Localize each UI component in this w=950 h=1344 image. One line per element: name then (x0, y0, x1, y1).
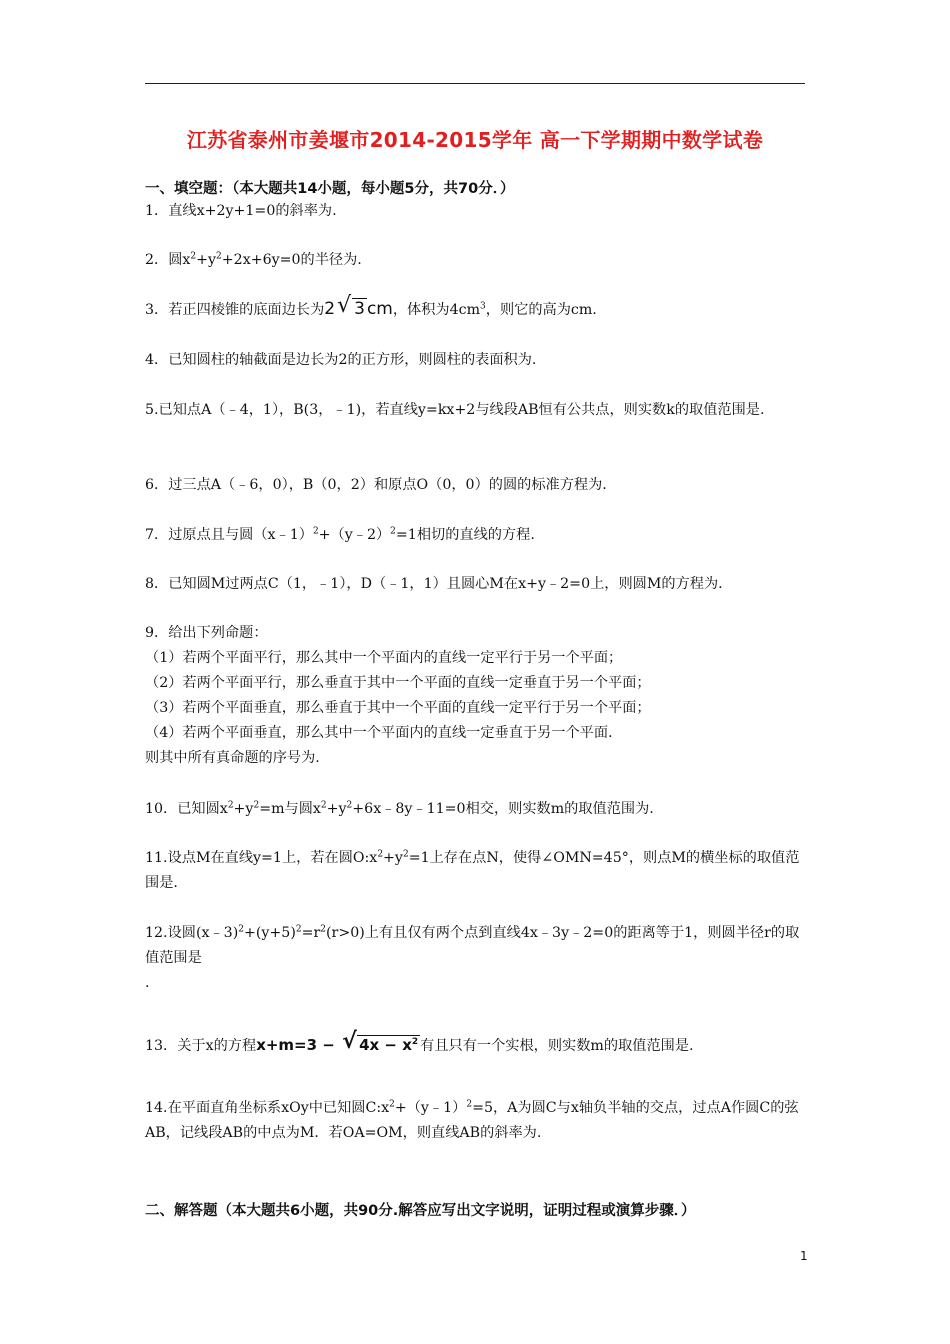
page-title: 江苏省泰州市姜堰市2014-2015学年 高一下学期期中数学试卷 (186, 128, 764, 152)
section-heading-fill-in: 一、填空题：（本大题共14小题，每小题5分，共70分．） (145, 181, 515, 197)
question-5: 5.已知点A（﹣4，1），B(3，﹣1)，若直线y=kx+2与线段AB恒有公共点，则实数k的取值范围是. (145, 402, 765, 418)
question-9-item: （3）若两个平面垂直，那么垂直于其中一个平面的直线一定平行于另一个平面； (145, 700, 651, 716)
question-6: 6．过三点A（﹣6，0），B（0，2）和原点O（0，0）的圆的标准方程为. (145, 477, 607, 493)
question-13: 13．关于x的方程x+m=3 − √ $4x - x^2$ 有且只有一个实根，则实数m的取值范围是. (145, 1033, 807, 1059)
question-2: 2．圆$x^2+y^2+2x+6y=0$的半径为. (145, 251, 362, 268)
question-9-intro: 9．给出下列命题： (145, 625, 268, 641)
question-9-item: （1）若两个平面平行，那么其中一个平面内的直线一定平行于另一个平面； (145, 650, 623, 666)
question-11: 11.设点M在直线y=1上，若在圆$O:x^2+y^2=1$上存在点N，使得∠OMN=45°，则点M的横坐标的取值范围是. (145, 849, 800, 891)
question-8: 8．已知圆M过两点C（1，﹣1），D（﹣1，1）且圆心M在x+y﹣2=0上，则圆M的方程为. (145, 576, 723, 592)
question-9-item: （2）若两个平面平行，那么垂直于其中一个平面的直线一定垂直于另一个平面； (145, 675, 651, 691)
question-3: 3．若正四棱锥的底面边长为2 √ 3 cm，体积为$4cm^3$，则它的高为cm. (145, 297, 807, 323)
section-heading-answers: 二、解答题（本大题共6小题，共90分.解答应写出文字说明，证明过程或演算步骤．） (145, 1203, 696, 1219)
page-number: 1 (800, 1249, 808, 1263)
question-9-item: （4）若两个平面垂直，那么其中一个平面内的直线一定垂直于另一个平面. (145, 725, 613, 741)
question-9 (145, 621, 807, 771)
square-root-expression: √ 3 (337, 293, 365, 319)
header-rule (145, 83, 805, 84)
square-root-expression: √ $4x - x^2$ (342, 1029, 419, 1054)
question-14: 14.在平面直角坐标系xOy中已知圆$C:x^2+(y﹣1)^2=5$，A为圆C与x轴负半轴的交点，过点A作圆C的弦AB，记线段AB的中点为M．若OA=OM，则直线AB的斜率为. (145, 1099, 799, 1141)
question-12: 12.设圆$(x﹣3)^2+(y+5)^2=r^2(r>0)$上有且仅有两个点到直线4x﹣3y﹣2=0的距离等于1，则圆半径r的取值范围是 . (145, 924, 800, 991)
question-9-outro: 则其中所有真命题的序号为. (145, 750, 320, 766)
question-7: 7．过原点且与圆（x﹣1）$^2$+（y﹣2）$^2$=1相切的直线的方程. (145, 526, 535, 543)
question-10: 10．已知圆$x^2+y^2=m$与圆$x^2+y^2+6x﹣8y﹣11=0$相交，则实数m的取值范围为. (145, 800, 654, 817)
question-4: 4．已知圆柱的轴截面是边长为2的正方形，则圆柱的表面积为. (145, 352, 537, 368)
question-1: 1．直线x+2y+1=0的斜率为. (145, 203, 337, 219)
